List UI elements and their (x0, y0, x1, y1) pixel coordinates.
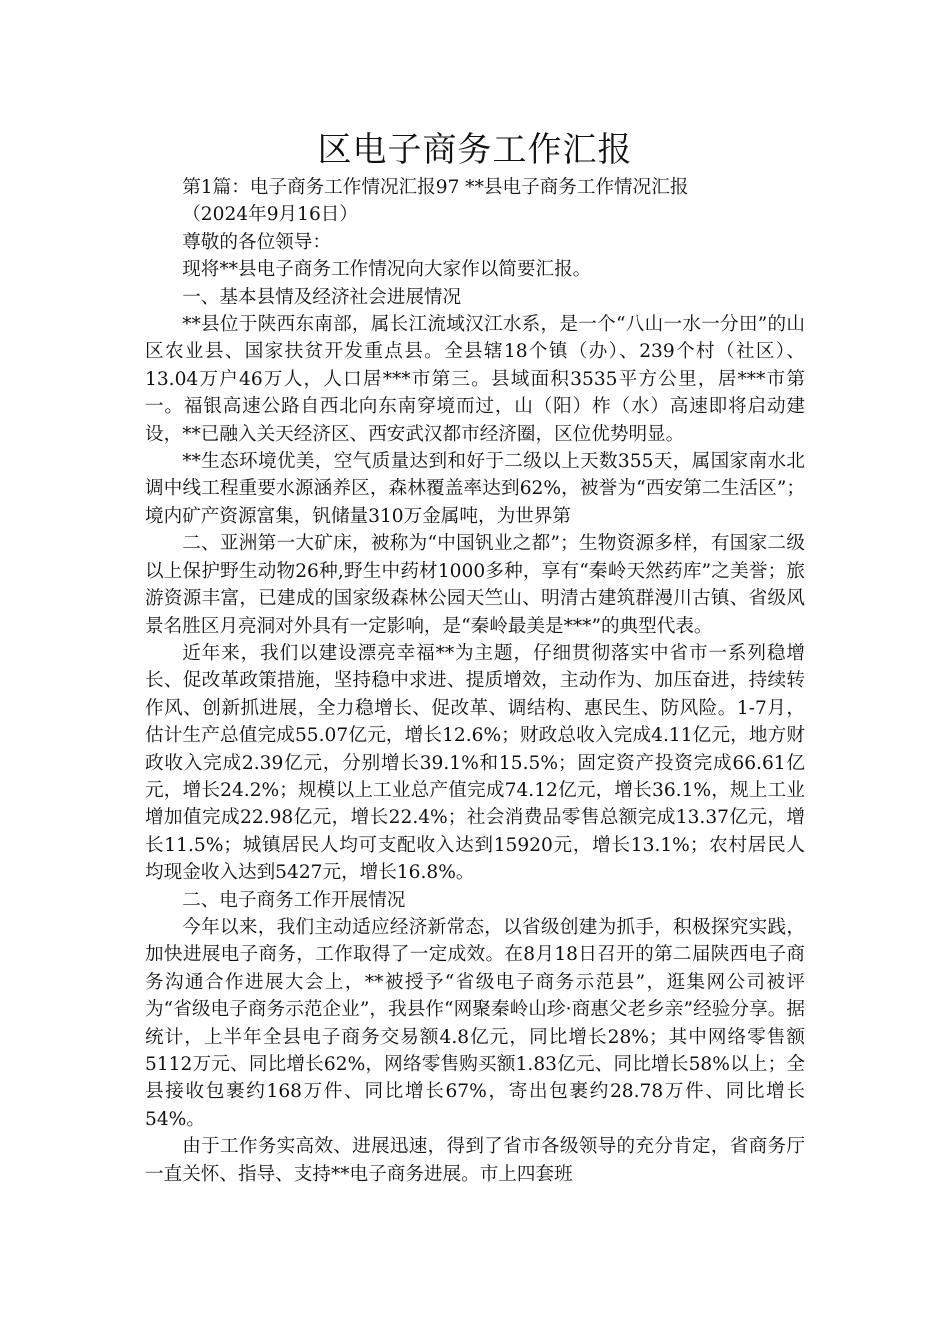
paragraph-ecology: **生态环境优美，空气质量达到和好于二级以上天数355天，属国家南水北调中线工程重要水源涵养区，森林覆盖率达到62%，被誉为“西安第二生活区”；境内矿产资源富集，钒储量310万金属吨，为世界第 (145, 451, 805, 527)
document-title: 区电子商务工作汇报 (317, 130, 633, 170)
paragraph-ecommerce-progress: 今年以来，我们主动适应经济新常态，以省级创建为抓手，积极探究实践，加快进展电子商务，工作取得了一定成效。在8月18日召开的第二届陕西电子商务沟通合作进展大会上，**被授予“省级电子商务示范县”，逛集网公司被评为“省级电子商务示范企业”，我县作“网聚秦岭山珍·商惠父老乡亲”经验分享。据统计，上半年全县电子商务交易额4.8亿元，同比增长28%；其中网络零售额5112万元、同比增长62%，网络零售购买额1.83亿元、同比增长58%以上；全县接收包裹约168万件、同比增长67%，寄出包裹约28.78万件、同比增长54%。 (145, 916, 805, 1130)
section-heading-1: 一、基本县情及经济社会进展情况 (182, 286, 462, 308)
document-page (145, 128, 805, 1188)
report-date: （2024年9月16日） (182, 204, 358, 226)
paragraph-recognition: 由于工作务实高效、进展迅速，得到了省市各级领导的充分肯定，省商务厅一直关怀、指导、支持**电子商务进展。市上四套班 (145, 1136, 805, 1185)
section-heading-2: 二、电子商务工作开展情况 (182, 889, 406, 911)
intro-paragraph: 现将**县电子商务工作情况向大家作以简要汇报。 (182, 259, 592, 281)
paragraph-resources: 二、亚洲第一大矿床，被称为“中国钒业之都”；生物资源多样，有国家二级以上保护野生动物26种,野生中药材1000多种，享有“秦岭天然药库”之美誉；旅游资源丰富，已建成的国家级森林公园天竺山、明清古建筑群漫川古镇、省级风景名胜区月亮洞对外具有一定影响，是“秦岭最美是***”的典型代表。 (145, 533, 805, 637)
salutation: 尊敬的各位领导： (182, 231, 331, 253)
paragraph-economy: 近年来，我们以建设漂亮幸福**为主题，仔细贯彻落实中省市一系列稳增长、促改革政策措施，坚持稳中求进、提质增效，主动作为、加压奋进，持续转作风、创新抓进展，全力稳增长、促改革、调结构、惠民生、防风险。1-7月，估计生产总值完成55.07亿元，增长12.6%；财政总收入完成4.11亿元，地方财政收入完成2.39亿元，分别增长39.1%和15.5%；固定资产投资完成66.61亿元，增长24.2%；规模以上工业总产值完成74.12亿元，增长36.1%，规上工业增加值完成22.98亿元，增长22.4%；社会消费品零售总额完成13.37亿元，增长11.5%；城镇居民人均可支配收入达到15920元，增长13.1%；农村居民人均现金收入达到5427元，增长16.8%。 (145, 642, 805, 884)
paragraph-county-overview: **县位于陕西东南部，属长江流域汉江水系，是一个“八山一水一分田”的山区农业县、国家扶贫开发重点县。全县辖18个镇（办）、239个村（社区）、13.04万户46万人，人口居***市第三。县域面积3535平方公里，居***市第一。福银高速公路自西北向东南穿境而过，山（阳）柞（水）高速即将启动建设，**已融入关天经济区、西安武汉都市经济圈，区位优势明显。 (145, 314, 805, 445)
chapter-line: 第1篇：电子商务工作情况汇报97 **县电子商务工作情况汇报 (182, 177, 689, 198)
